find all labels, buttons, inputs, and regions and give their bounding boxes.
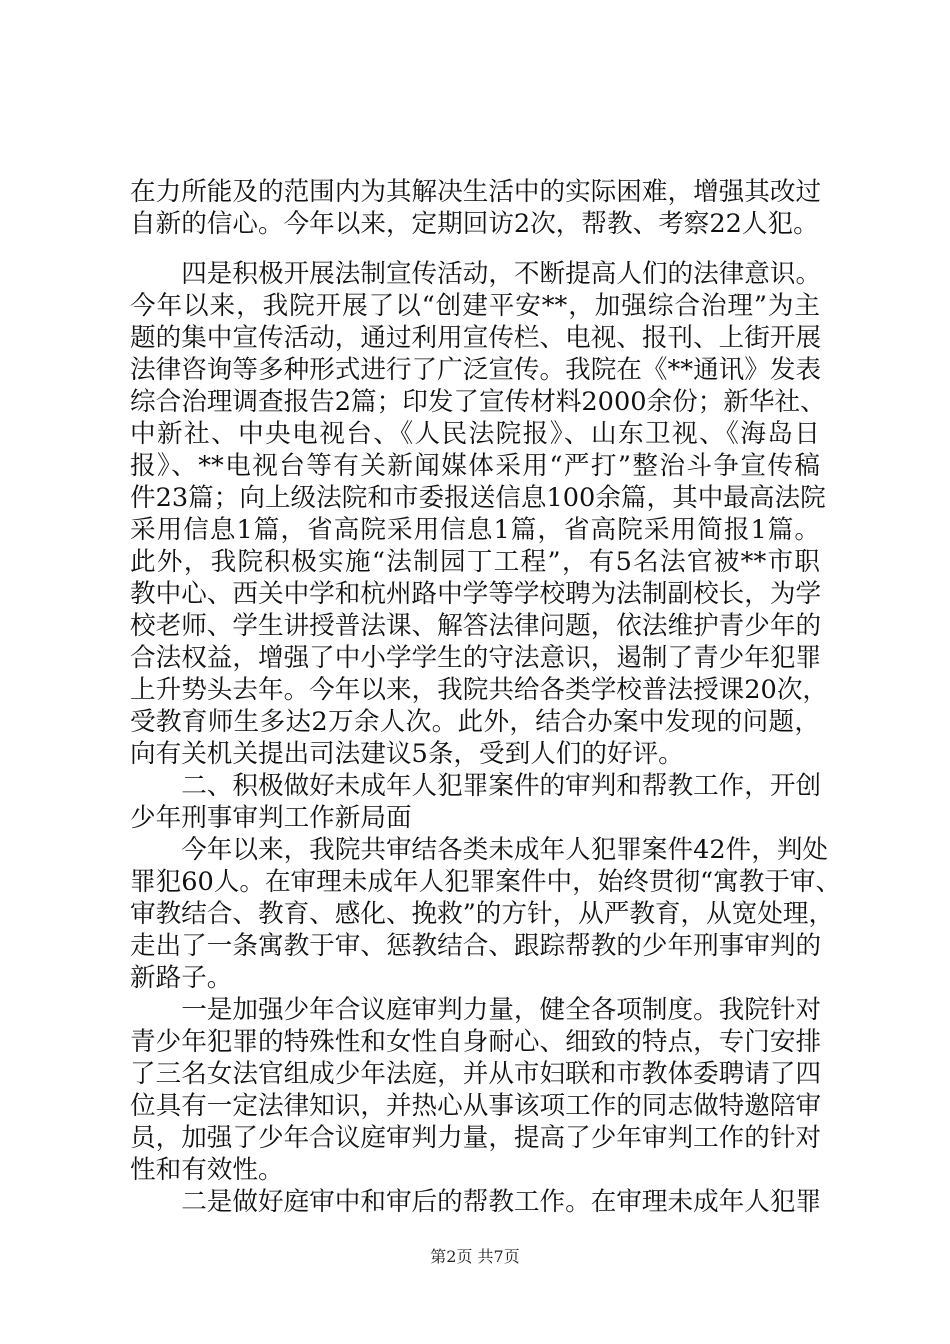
text-line: 少年刑事审判工作新局面 [130,803,412,833]
document-body [130,176,842,1218]
text-line: 走出了一条寓教于审、惩教结合、跟踪帮教的少年刑事审判的 [130,931,822,961]
paragraph-continuation [130,176,820,240]
paragraph-summary [130,834,842,994]
text-line: 今年以来，我院共审结各类未成年人犯罪案件42件，判处 [130,835,829,865]
text-line: 在力所能及的范围内为其解决生活中的实际困难，增强其改过 [130,177,822,207]
text-line: 审教结合、教育、感化、挽救”的方针，从严教育，从宽处理， [130,899,835,929]
text-line: 一是加强少年合议庭审判力量，健全各项制度。我院针对 [130,995,822,1025]
text-line: 教中心、西关中学和杭州路中学等学校聘为法制副校长，为学 [130,579,822,609]
text-line: 四是积极开展法制宣传活动，不断提高人们的法律意识。 [130,259,822,289]
text-line: 中新社、中央电视台、《人民法院报》、山东卫视、《海岛日 [130,419,820,449]
text-line: 自新的信心。今年以来，定期回访2次，帮教、考察22人犯。 [130,209,819,239]
text-line: 报》、**电视台等有关新闻媒体采用“严打”整治斗争宣传稿 [130,451,820,481]
page-number: 第2页 共7页 [430,1247,520,1266]
text-line: 此外，我院积极实施“法制园丁工程”，有5名法官被**市职 [130,547,820,577]
text-line: 件23篇；向上级法院和市委报送信息100余篇，其中最高法院 [130,483,826,513]
text-line: 新路子。 [130,963,233,993]
text-line: 位具有一定法律知识，并热心从事该项工作的同志做特邀陪审 [130,1091,822,1121]
paragraph-assistance [130,1186,820,1218]
text-line: 了三名女法官组成少年法庭，并从市妇联和市教体委聘请了四 [130,1059,822,1089]
text-line: 青少年犯罪的特殊性和女性自身耐心、细致的特点，专门安排 [130,1027,822,1057]
text-line: 采用信息1篇，省高院采用信息1篇，省高院采用简报1篇。 [130,515,820,545]
text-line: 二是做好庭审中和审后的帮教工作。在审理未成年人犯罪 [130,1187,822,1217]
text-line: 上升势头去年。今年以来，我院共给各类学校普法授课20次， [130,675,829,705]
text-line: 校老师、学生讲授普法课、解答法律问题，依法维护青少年的 [130,611,822,641]
text-line: 综合治理调查报告2篇；印发了宣传材料2000余份；新华社、 [130,387,826,417]
text-line: 受教育师生多达2万余人次。此外，结合办案中发现的问题， [130,707,820,737]
paragraph-legal-publicity [130,258,829,770]
text-line: 员，加强了少年合议庭审判力量，提高了少年审判工作的针对 [130,1123,822,1153]
text-line: 今年以来，我院开展了以“创建平安**，加强综合治理”为主 [130,291,820,321]
text-line: 合法权益，增强了中小学学生的守法意识，遏制了青少年犯罪 [130,643,822,673]
text-line: 二、积极做好未成年人犯罪案件的审判和帮教工作，开创 [130,771,822,801]
text-line: 向有关机关提出司法建议5条，受到人们的好评。 [130,739,684,769]
section-heading-two [130,770,820,834]
text-line: 法律咨询等多种形式进行了广泛宣传。我院在《**通讯》发表 [130,355,822,385]
text-line: 题的集中宣传活动，通过利用宣传栏、电视、报刊、上街开展 [130,323,822,353]
text-line: 罪犯60人。在审理未成年人犯罪案件中，始终贯彻“寓教于审、 [130,867,842,897]
text-line: 性和有效性。 [130,1155,284,1185]
paragraph-juvenile-court [130,994,820,1186]
paragraph-gap [130,240,820,258]
